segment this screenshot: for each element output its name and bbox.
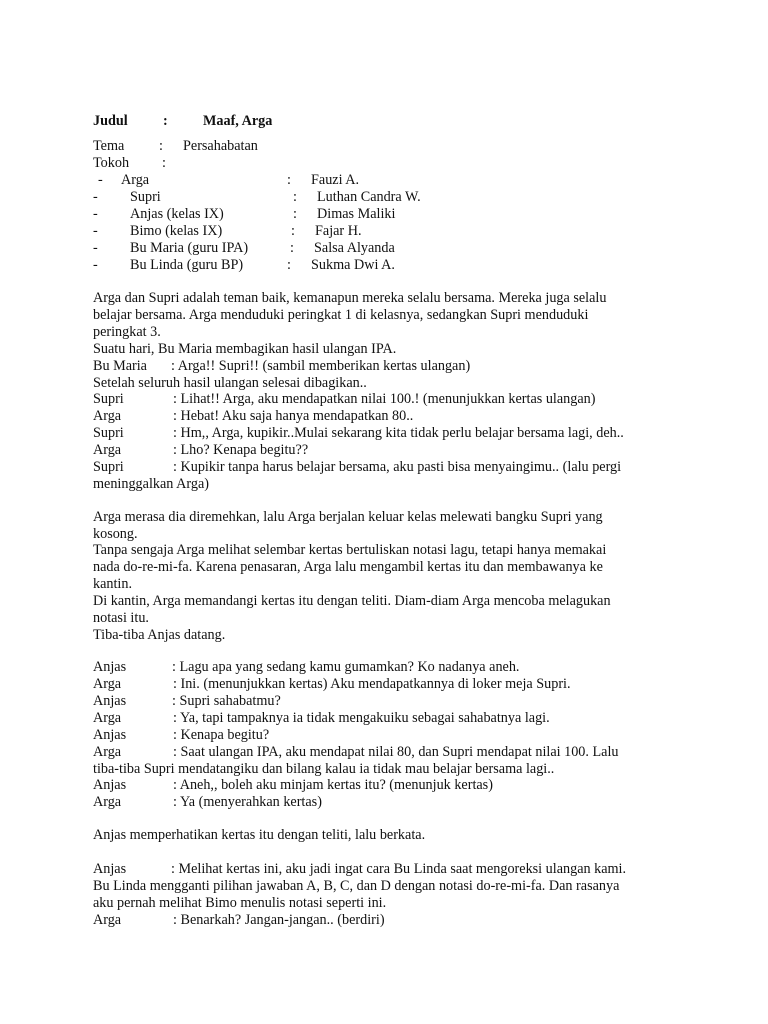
dialogue-continuation: tiba-tiba Supri mendatangiku dan bilang kalau ia tidak mau belajar bersama lagi.. [93,761,555,777]
dialogue-text: : Lho? Kenapa begitu?? [173,442,309,458]
dialogue-text: : Benarkah? Jangan-jangan.. (berdiri) [173,912,385,928]
paragraph-line: Arga dan Supri adalah teman baik, kemanapun mereka selalu bersama. Mereka juga selalu [93,290,607,306]
narration-line: Anjas memperhatikan kertas itu dengan teliti, lalu berkata. [93,827,426,843]
dialogue-continuation: meninggalkan Arga) [93,476,209,492]
dialogue-text: : Kupikir tanpa harus belajar bersama, aku pasti bisa menyaingimu.. (lalu pergi [173,459,622,475]
dialogue-speaker: Arga [93,912,122,928]
dialogue-speaker: Anjas [93,777,127,793]
paragraph-line: Tiba-tiba Anjas datang. [93,627,226,643]
dialogue-text: : Lihat!! Arga, aku mendapatkan nilai 100.! (menunjukkan kertas ulangan) [173,391,596,407]
tokoh-label: Tokoh [93,155,130,171]
cast-colon: : [290,240,294,256]
cast-role: Arga [121,172,150,188]
dialogue-text: : Hebat! Aku saja hanya mendapatkan 80.. [173,408,414,424]
paragraph-line: Di kantin, Arga memandangi kertas itu dengan teliti. Diam-diam Arga mencoba melagukan [93,593,611,609]
dialogue-speaker: Arga [93,408,122,424]
dialogue-continuation: aku pernah melihat Bimo menulis notasi seperti ini. [93,895,387,911]
cast-colon: : [293,189,297,205]
cast-actor: Salsa Alyanda [314,240,395,256]
dialogue-text: : Kenapa begitu? [173,727,270,743]
title-value: Maaf, Arga [203,113,273,129]
cast-role: Bu Linda (guru BP) [130,257,244,273]
tema-label: Tema [93,138,125,154]
cast-colon: : [287,172,291,188]
dialogue-text: : Lagu apa yang sedang kamu gumamkan? Ko nadanya aneh. [172,659,520,675]
dialogue-speaker: Arga [93,676,122,692]
paragraph-line: belajar bersama. Arga menduduki peringkat 1 di kelasnya, sedangkan Supri menduduki [93,307,589,323]
title-colon: : [163,113,168,129]
narration-line: Setelah seluruh hasil ulangan selesai dibagikan.. [93,375,367,391]
dialogue-speaker: Anjas [93,727,127,743]
cast-dash: - [93,240,98,256]
dialogue-speaker: Anjas [93,861,127,877]
cast-role: Bu Maria (guru IPA) [130,240,249,256]
cast-actor: Luthan Candra W. [317,189,421,205]
tema-value: Persahabatan [183,138,258,154]
dialogue-speaker: Anjas [93,659,127,675]
tema-colon: : [159,138,163,154]
paragraph-line: nada do-re-mi-fa. Karena penasaran, Arga lalu mengambil kertas itu dan membawanya ke [93,559,603,575]
cast-dash: - [93,189,98,205]
paragraph-line: peringkat 3. [93,324,161,340]
cast-colon: : [291,223,295,239]
cast-role: Anjas (kelas IX) [130,206,224,222]
paragraph-line: kosong. [93,526,138,542]
paragraph-line: kantin. [93,576,133,592]
dialogue-text: : Ya (menyerahkan kertas) [173,794,322,810]
dialogue-speaker: Supri [93,391,124,407]
tokoh-colon: : [162,155,166,171]
dialogue-text: : Saat ulangan IPA, aku mendapat nilai 80, dan Supri mendapat nilai 100. Lalu [173,744,619,760]
cast-colon: : [293,206,297,222]
dialogue-speaker: Supri [93,459,124,475]
cast-colon: : [287,257,291,273]
dialogue-speaker: Arga [93,442,122,458]
cast-dash: - [98,172,103,188]
dialogue-text: : Melihat kertas ini, aku jadi ingat cara Bu Linda saat mengoreksi ulangan kami. [171,861,627,877]
dialogue-speaker: Arga [93,794,122,810]
dialogue-text: : Hm,, Arga, kupikir..Mulai sekarang kita tidak perlu belajar bersama lagi, deh.. [173,425,624,441]
cast-dash: - [93,257,98,273]
cast-role: Bimo (kelas IX) [130,223,223,239]
dialogue-speaker: Supri [93,425,124,441]
dialogue-speaker: Arga [93,744,122,760]
dialogue-text: : Aneh,, boleh aku minjam kertas itu? (menunjuk kertas) [173,777,493,793]
dialogue-speaker: Anjas [93,693,127,709]
dialogue-text: : Supri sahabatmu? [172,693,281,709]
cast-dash: - [93,223,98,239]
cast-dash: - [93,206,98,222]
cast-actor: Fauzi A. [311,172,360,188]
paragraph-line: Suatu hari, Bu Maria membagikan hasil ulangan IPA. [93,341,397,357]
dialogue-speaker: Arga [93,710,122,726]
dialogue-text: : Ya, tapi tampaknya ia tidak mengakuiku sebagai sahabatnya lagi. [173,710,550,726]
dialogue-speaker: Bu Maria [93,358,147,374]
dialogue-text: : Ini. (menunjukkan kertas) Aku mendapatkannya di loker meja Supri. [173,676,571,692]
dialogue-text: : Arga!! Supri!! (sambil memberikan kertas ulangan) [171,358,471,374]
paragraph-line: notasi itu. [93,610,149,626]
cast-actor: Sukma Dwi A. [311,257,395,273]
cast-actor: Dimas Maliki [317,206,396,222]
cast-role: Supri [130,189,161,205]
cast-actor: Fajar H. [315,223,362,239]
paragraph-line: Arga merasa dia diremehkan, lalu Arga berjalan keluar kelas melewati bangku Supri yang [93,509,603,525]
title-label: Judul [93,113,128,129]
paragraph-line: Tanpa sengaja Arga melihat selembar kertas bertuliskan notasi lagu, tetapi hanya memakai [93,542,607,558]
dialogue-continuation: Bu Linda mengganti pilihan jawaban A, B, C, dan D dengan notasi do-re-mi-fa. Dan rasanya [93,878,620,894]
